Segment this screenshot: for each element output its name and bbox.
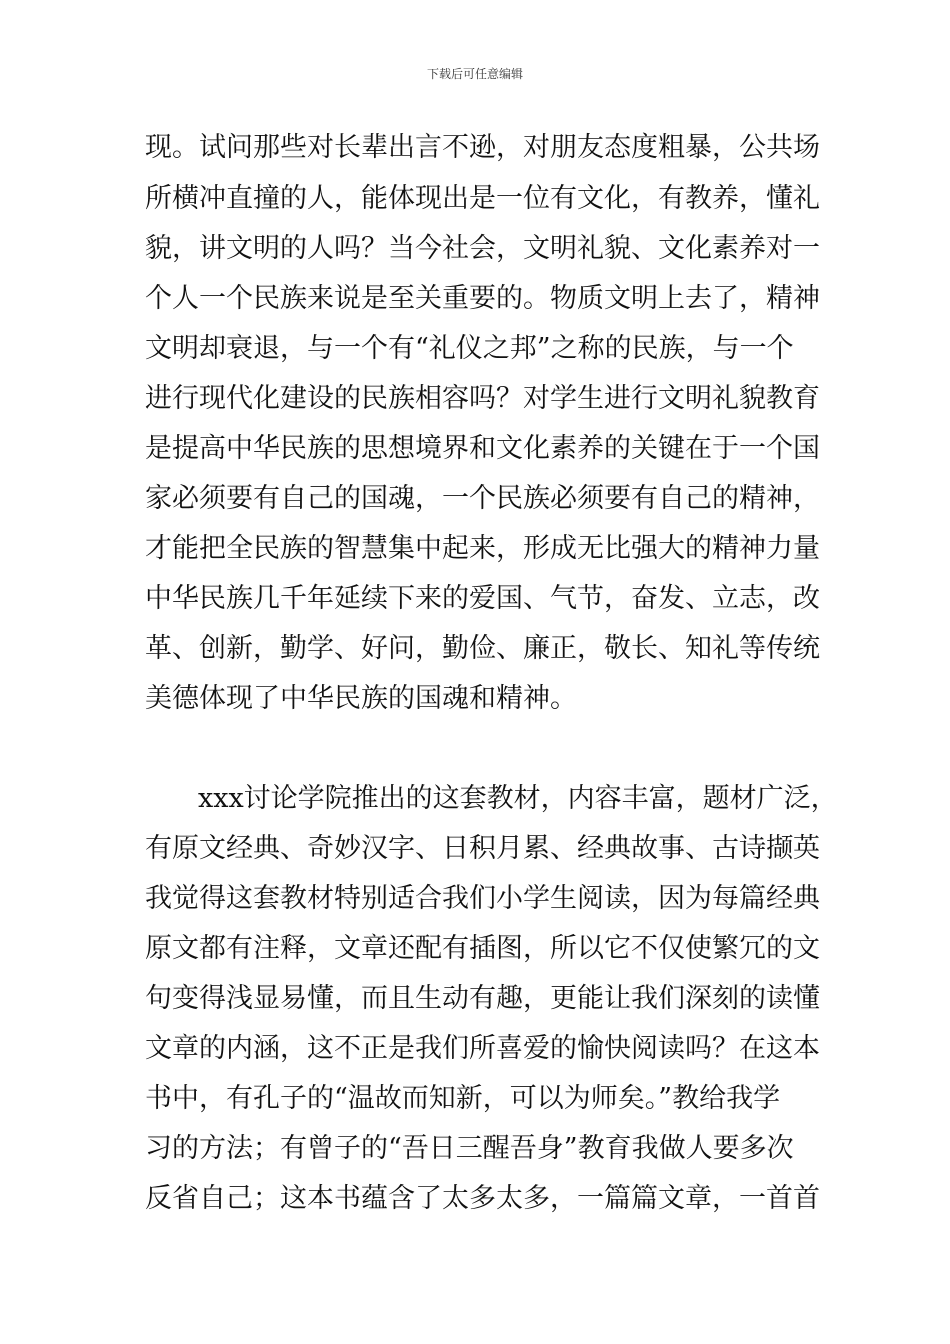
text-line: 所横冲直撞的人，能体现出是一位有文化，有教养，懂礼 [145,183,820,214]
text-line: xxx讨论学院推出的这套教材，内容丰富，题材广泛， [198,783,838,814]
text-line: 进行现代化建设的民族相容吗？对学生进行文明礼貌教育 [145,383,820,414]
page-header: 下载后可任意编辑 [426,67,523,81]
text-line: 句变得浅显易懂，而且生动有趣，更能让我们深刻的读懂 [145,983,820,1014]
text-line: 现。试问那些对长辈出言不逊，对朋友态度粗暴，公共场 [145,132,820,163]
text-line: 反省自己；这本书蕴含了太多太多，一篇篇文章，一首首 [145,1183,820,1214]
text-line: 美德体现了中华民族的国魂和精神。 [145,683,577,714]
text-line: 个人一个民族来说是至关重要的。物质文明上去了，精神 [145,283,820,314]
text-line: 文明却衰退，与一个有“礼仪之邦”之称的民族，与一个 [145,333,794,364]
text-line: 习的方法；有曾子的“吾日三醒吾身”教育我做人要多次 [145,1133,794,1164]
text-line: 书中，有孔子的“温故而知新，可以为师矣。”教给我学 [145,1083,781,1114]
text-line: 革、创新，勤学、好问，勤俭、廉正，敬长、知礼等传统 [145,633,820,664]
text-line: 有原文经典、奇妙汉字、日积月累、经典故事、古诗撷英 [145,833,820,864]
text-line: 家必须要有自己的国魂，一个民族必须要有自己的精神， [145,483,820,514]
text-line: 貌，讲文明的人吗？当今社会，文明礼貌、文化素养对一 [145,233,820,264]
text-line: 我觉得这套教材特别适合我们小学生阅读，因为每篇经典 [145,883,820,914]
text-line: 原文都有注释，文章还配有插图，所以它不仅使繁冗的文 [145,933,820,964]
text-line: 才能把全民族的智慧集中起来，形成无比强大的精神力量 [145,533,820,564]
text-line: 中华民族几千年延续下来的爱国、气节，奋发、立志，改 [145,583,820,614]
text-line: 文章的内涵，这不正是我们所喜爱的愉快阅读吗？在这本 [145,1033,820,1064]
text-line: 是提高中华民族的思想境界和文化素养的关键在于一个国 [145,433,820,464]
